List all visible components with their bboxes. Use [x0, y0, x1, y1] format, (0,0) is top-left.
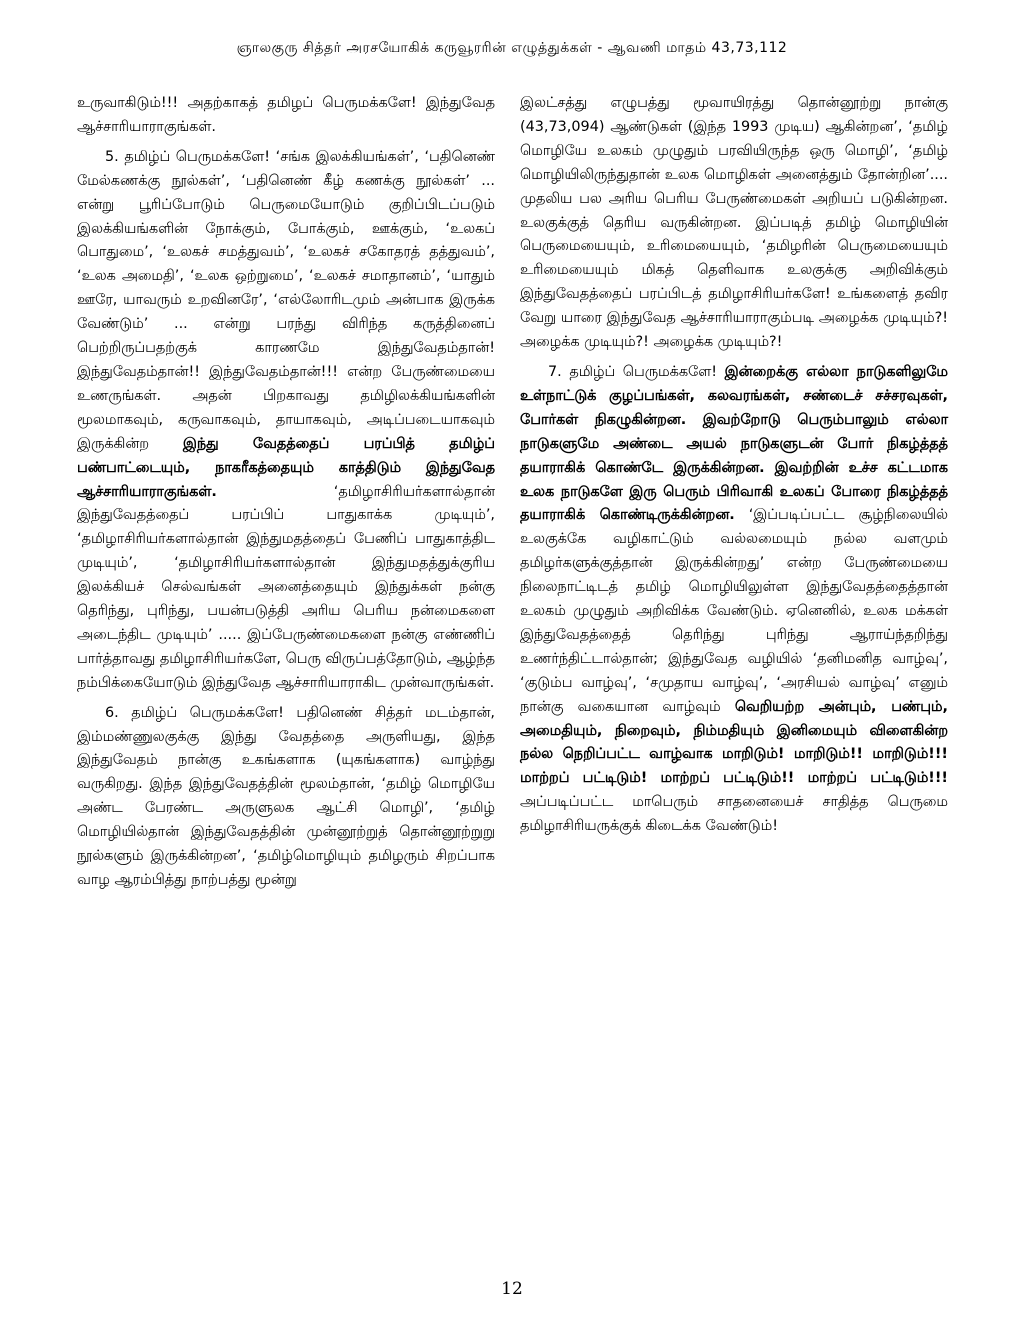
paragraph-6-cont: இலட்சத்து எழுபத்து மூவாயிரத்து தொன்னூற்று நான்கு (43,73,094) ஆண்டுகள் (இந்த 1993 முடிய) ஆகின்றன’, ‘தமிழ் மொழியே உலகம் முழுதும் பரவியிருந்த ஒரு மொழி’, ‘தமிழ் மொழியிலிருந்துதான் உலக மொழிகள் அனைத்தும் தோன்றின’.... முதலிய பல அரிய பெரிய பேருண்மைகள் அறியப் படுகின்றன. உலகுக்குத் தெரிய வருகின்றன. இப்படித் தமிழ் மொழியின் பெருமையையும், உரிமையையும், ‘தமிழரின் பெருமையையும் உரிமையையும் மிகத் தெளிவாக உலகுக்கு அறிவிக்கும் இந்துவேதத்தைப் பரப்பிடத் தமிழாசிரியர்களே! உங்களைத் தவிர வேறு யாரை இந்துவேத ஆச்சாரியாராகும்படி அழைக்க முடியும்?! அழைக்க முடியும்?! அழைக்க முடியும்?!	[520, 95, 948, 351]
left-column	[77, 92, 495, 899]
paragraph-5-text-2: ‘தமிழாசிரியர்களால்தான் இந்துவேதத்தைப் பரப்பிப் பாதுகாக்க முடியும்’, ‘தமிழாசிரியர்களால்தான் இந்துமதத்தைப் பேணிப் பாதுகாத்திட முடியும்’, ‘தமிழாசிரியர்களால்தான் இந்துமதத்துக்குரிய இலக்கியச் செல்வங்கள் அனைத்தையும் இந்துக்கள் நன்கு தெரிந்து, புரிந்து, பயன்படுத்தி அரிய பெரிய நன்மைகளை அடைந்திட முடியும்’ ..... இப்பேருண்மைகளை நன்கு எண்ணிப் பார்த்தாவது தமிழாசிரியர்களே, பெரு விருப்பத்தோடும், ஆழ்ந்த நம்பிக்கையோடும் இந்துவேத ஆச்சாரியாராகிட முன்வாருங்கள்.	[77, 483, 495, 691]
paragraph-7-bold-2: வெறியற்ற அன்பும், பண்பும், அமைதியும், நிறைவும், நிம்மதியும் இனிமையும் விளைகின்ற நல்ல நெறிப்பட்ட வாழ்வாக மாறிடும்! மாறிடும்!! மாறிடும்!!! மாற்றப் பட்டிடும்! மாற்றப் பட்டிடும்!! மாற்றப் பட்டிடும்!!!	[520, 698, 948, 787]
paragraph-5-text: 5. தமிழ்ப் பெருமக்களே! ‘சங்க இலக்கியங்கள்’, ‘பதினெண் மேல்கணக்கு நூல்கள்’, ‘பதினெண் கீழ் கணக்கு நூல்கள்’ ... என்று பூரிப்போடும் பெருமையோடும் குறிப்பிடப்படும் இலக்கியங்களின் நோக்கும், போக்கும், ஊக்கும், ‘உலகப் பொதுமை’, ‘உலகச் சமத்துவம்’, ‘உலகச் சகோதரத் தத்துவம்’, ‘உலக அமைதி’, ‘உலக ஒற்றுமை’, ‘உலகச் சமாதானம்’, ‘யாதும் ஊரே, யாவரும் உறவினரே’, ‘எல்லோரிடமும் அன்பாக இருக்க வேண்டும்’ ... என்று பரந்து விரிந்த கருத்தினைப் பெற்றிருப்பதற்குக் காரணமே இந்துவேதம்தான்! இந்துவேதம்தான்!! இந்துவேதம்தான்!!! என்ற பேருண்மையை உணருங்கள். அதன் பிறகாவது தமிழிலக்கியங்களின் மூலமாகவும், கருவாகவும், தாயாகவும், அடிப்படையாகவும் இருக்கின்ற	[77, 148, 495, 452]
paragraph-4-end: உருவாகிடும்!!! அதற்காகத் தமிழப் பெருமக்களே! இந்துவேத ஆச்சாரியாராகுங்கள்.	[77, 95, 495, 135]
paragraph-7-text-2: ‘இப்படிப்பட்ட சூழ்நிலையில் உலகுக்கே வழிகாட்டும் வல்லமையும் நல்ல வளமும் தமிழர்களுக்குத்தான் இருக்கின்றது’ என்ற பேருண்மையை நிலைநாட்டிடத் தமிழ் மொழியிலுள்ள இந்துவேதத்தைத்தான் உலகம் முழுதும் அறிவிக்க வேண்டும். ஏனெனில், உலக மக்கள் இந்துவேதத்தைத் தெரிந்து புரிந்து ஆராய்ந்தறிந்து உணர்ந்திட்டால்தான்; இந்துவேத வழியில் ‘தனிமனித வாழ்வு’, ‘குடும்ப வாழ்வு’, ‘சமுதாய வாழ்வு’, ‘அரசியல் வாழ்வு’ எனும் நான்கு வகையான வாழ்வும்	[520, 507, 949, 715]
paragraph-5	[77, 146, 495, 696]
running-header: ஞாலகுரு சித்தர் அரசயோகிக் கருவூரரின் எழுத்துக்கள் - ஆவணி மாதம் 43,73,112	[236, 40, 788, 56]
paragraph-6: 6. தமிழ்ப் பெருமக்களே! பதினெண் சித்தர் மடம்தான், இம்மண்ணுலகுக்கு இந்து வேதத்தை அருளியது, இந்த இந்துவேதம் நான்கு உகங்களாக (யுகங்களாக) வாழ்ந்து வருகிறது. இந்த இந்துவேதத்தின் மூலம்தான், ‘தமிழ் மொழியே அண்ட பேரண்ட அருளுலக ஆட்சி மொழி’, ‘தமிழ் மொழியில்தான் இந்துவேதத்தின் முன்னூற்றுத் தொன்னூற்றுறு நூல்களும் இருக்கின்றன’, ‘தமிழ்மொழியும் தமிழரும் சிறப்பாக வாழ ஆரம்பித்து நாற்பத்து மூன்று	[77, 704, 495, 888]
paragraph-5-bold: இந்து வேதத்தைப் பரப்பித் தமிழ்ப் பண்பாட்டையும், நாகரீகத்தையும் காத்திடும் இந்துவேத ஆச்சாரியாராகுங்கள்.	[77, 435, 496, 500]
paragraph-7-text-3: அப்படிப்பட்ட மாபெரும் சாதனையைச் சாதித்த பெருமை தமிழாசிரியருக்குக் கிடைக்க வேண்டும்!	[520, 794, 948, 835]
page-number: 12	[501, 1279, 523, 1299]
paragraph-7-bold: இன்றைக்கு எல்லா நாடுகளிலுமே உள்நாட்டுக் குழப்பங்கள், கலவரங்கள், சண்டைச் சச்சரவுகள், போர்கள் நிகழுகின்றன. இவற்றோடு பெரும்பாலும் எல்லா நாடுகளுமே அண்டை அயல் நாடுகளுடன் போர் நிகழ்த்தத் தயாராகிக் கொண்டே இருக்கின்றன. இவற்றின் உச்ச கட்டமாக உலக நாடுகளே இரு பெரும் பிரிவாகி உலகப் போரை நிகழ்த்தத் தயாராகிக் கொண்டிருக்கின்றன.	[520, 363, 948, 524]
paragraph-7-text: 7. தமிழ்ப் பெருமக்களே!	[548, 363, 718, 380]
paragraph-7	[520, 361, 948, 839]
right-column	[520, 92, 948, 845]
